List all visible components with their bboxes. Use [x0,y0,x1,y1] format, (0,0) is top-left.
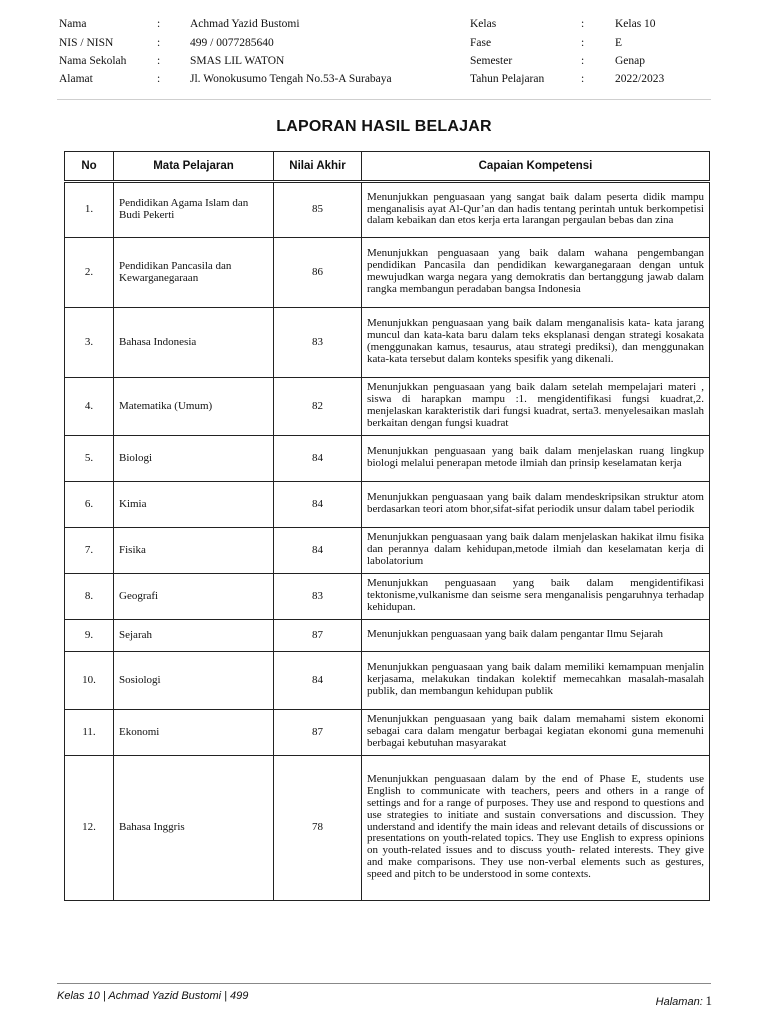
final-score: 84 [274,482,362,528]
sep-nis: : [157,37,161,49]
competency-achievement: Menunjukkan penguasaan yang baik dalam mendeskripsikan struktur atom berdasarkan teori atom bhor,sifat-sifat periodik unsur dalam tabel periodik [362,482,710,528]
row-number: 10. [65,652,114,710]
table-row [65,378,710,436]
subject-name: Sejarah [114,620,274,652]
label-sekolah: Nama Sekolah [59,55,127,67]
subject-name: Biologi [114,436,274,482]
subject-name: Matematika (Umum) [114,378,274,436]
value-fase: E [615,37,623,49]
competency-achievement: Menunjukkan penguasaan yang baik dalam menjelaskan ruang lingkup biologi melalui penerapan metode ilmiah dan prinsip keselamatan kerja [362,436,710,482]
competency-achievement: Menunjukkan penguasaan yang baik dalam wahana pengembangan pendidikan Pancasila dan pendidikan kewarganegaraan dengan untuk mewujudkan warga negara yang demokratis dan bertanggung jawab dalam rangka membangun peradaban bangsa Indonesia [362,238,710,308]
final-score: 84 [274,436,362,482]
final-score: 87 [274,710,362,756]
final-score: 82 [274,378,362,436]
row-number: 4. [65,378,114,436]
final-score: 84 [274,652,362,710]
table-row [65,652,710,710]
final-score: 86 [274,238,362,308]
sep-fase: : [581,37,585,49]
subject-name: Sosiologi [114,652,274,710]
final-score: 83 [274,308,362,378]
sep-nama: : [157,18,161,30]
competency-achievement: Menunjukkan penguasaan yang baik dalam setelah mempelajari materi , siswa di harapkan mampu :1. mengidentifikasi fungsi kuadrat,2. menjelaskan karakteristik dari fungsi kuadrat, serta3. menyelesaikan maslah berkaitan dengan fungsi kuadrat [362,378,710,436]
row-number: 6. [65,482,114,528]
final-score: 83 [274,574,362,620]
final-score: 84 [274,528,362,574]
footer-page-indicator [656,993,712,1009]
row-number: 9. [65,620,114,652]
subject-name: Pendidikan Agama Islam dan Budi Pekerti [114,182,274,238]
value-sekolah: SMAS LIL WATON [190,55,285,67]
table-row [65,482,710,528]
label-nama: Nama [59,18,87,30]
subject-name: Pendidikan Pancasila dan Kewarganegaraan [114,238,274,308]
final-score: 87 [274,620,362,652]
competency-achievement: Menunjukkan penguasaan dalam by the end of Phase E, students use English to communicate with teachers, peers and others in a range of settings and for a range of purposes. They use and respond to questions and use strategies to initiate and sustain conversations and discussion. They understand and identify the main ideas and relevant details of discussions or presentations on youth-related topics. They use English to express opinions on youth-related issues and to discuss youth- related interests. They give and make comparisons. They use non-verbal elements such as gestures, speed and pitch to be understood in some contexts. [362,756,710,901]
header-divider [57,99,711,100]
competency-achievement: Menunjukkan penguasaan yang baik dalam menjelaskan hakikat ilmu fisika dan perannya dalam kehidupan,metode ilmiah dan keselamatan kerja di labolatorium [362,528,710,574]
table-row [65,308,710,378]
table-header-row [65,152,710,182]
value-tahun-pelajaran: 2022/2023 [615,73,665,85]
table-row [65,574,710,620]
label-nis: NIS / NISN [59,37,114,49]
table-row [65,182,710,238]
competency-achievement: Menunjukkan penguasaan yang baik dalam memiliki kemampuan menjalin kerjasama, melakukan tindakan kolektif memecahkan masalah-masalah publik, dan membangun kehidupan publik [362,652,710,710]
sep-semester: : [581,55,585,67]
sep-sekolah: : [157,55,161,67]
competency-achievement: Menunjukkan penguasaan yang baik dalam memahami sistem ekonomi sebagai cara dalam mengatur berbagai kegiatan ekonomi guna memenuhi berbagai kebutuhan masyarakat [362,710,710,756]
table-row [65,710,710,756]
subject-name: Kimia [114,482,274,528]
final-score: 85 [274,182,362,238]
row-number: 1. [65,182,114,238]
column-header-nilai-akhir: Nilai Akhir [274,152,362,182]
table-row [65,620,710,652]
value-alamat: Jl. Wonokusumo Tengah No.53-A Surabaya [190,73,392,85]
sep-tahun-pelajaran: : [581,73,585,85]
competency-achievement: Menunjukkan penguasaan yang sangat baik dalam peserta didik mampu menganalisis ayat Al-Qur’an dan hadis tentang perintah untuk berkompetisi dalam kebaikan dan etos kerja erta larangan pergaulan bebas dan zina [362,182,710,238]
table-row [65,528,710,574]
subject-name: Bahasa Indonesia [114,308,274,378]
row-number: 12. [65,756,114,901]
value-nama: Achmad Yazid Bustomi [190,18,300,30]
grades-table [64,151,710,901]
page-number: 1 [705,993,712,1008]
row-number: 7. [65,528,114,574]
sep-kelas: : [581,18,585,30]
sep-alamat: : [157,73,161,85]
row-number: 5. [65,436,114,482]
label-alamat: Alamat [59,73,93,85]
subject-name: Bahasa Inggris [114,756,274,901]
final-score: 78 [274,756,362,901]
row-number: 2. [65,238,114,308]
row-number: 8. [65,574,114,620]
competency-achievement: Menunjukkan penguasaan yang baik dalam mengidentifikasi tektonisme,vulkanisme dan seisme sera menganalisis pengaruhnya terhadap kehidupan. [362,574,710,620]
row-number: 3. [65,308,114,378]
page-title: LAPORAN HASIL BELAJAR [276,118,492,135]
column-header-capaian-kompetensi: Capaian Kompetensi [362,152,710,182]
value-nis: 499 / 0077285640 [190,37,274,49]
competency-achievement: Menunjukkan penguasaan yang baik dalam pengantar Ilmu Sejarah [362,620,710,652]
table-row [65,436,710,482]
footer-divider [57,983,711,984]
label-semester: Semester [470,55,513,67]
competency-achievement: Menunjukkan penguasaan yang baik dalam menganalisis kata- kata jarang muncul dan kata-kata baru dalam teks eksplanasi dengan strategi kosakata (menggunakan kamus, tesaurus, atau strategi prediksi), dan menggunakan kata-kata tersebut dalam konteks spesifik yang dikenali. [362,308,710,378]
page-label: Halaman: [655,996,703,1008]
column-header-no: No [65,152,114,182]
column-header-mata-pelajaran: Mata Pelajaran [114,152,274,182]
label-kelas: Kelas [470,18,497,30]
footer-student-summary: Kelas 10 | Achmad Yazid Bustomi | 499 [57,990,249,1002]
subject-name: Ekonomi [114,710,274,756]
subject-name: Fisika [114,528,274,574]
value-semester: Genap [615,55,646,67]
row-number: 11. [65,710,114,756]
value-kelas: Kelas 10 [615,18,656,30]
table-row [65,238,710,308]
label-tahun-pelajaran: Tahun Pelajaran [470,73,545,85]
table-row [65,756,710,901]
subject-name: Geografi [114,574,274,620]
label-fase: Fase [470,37,492,49]
